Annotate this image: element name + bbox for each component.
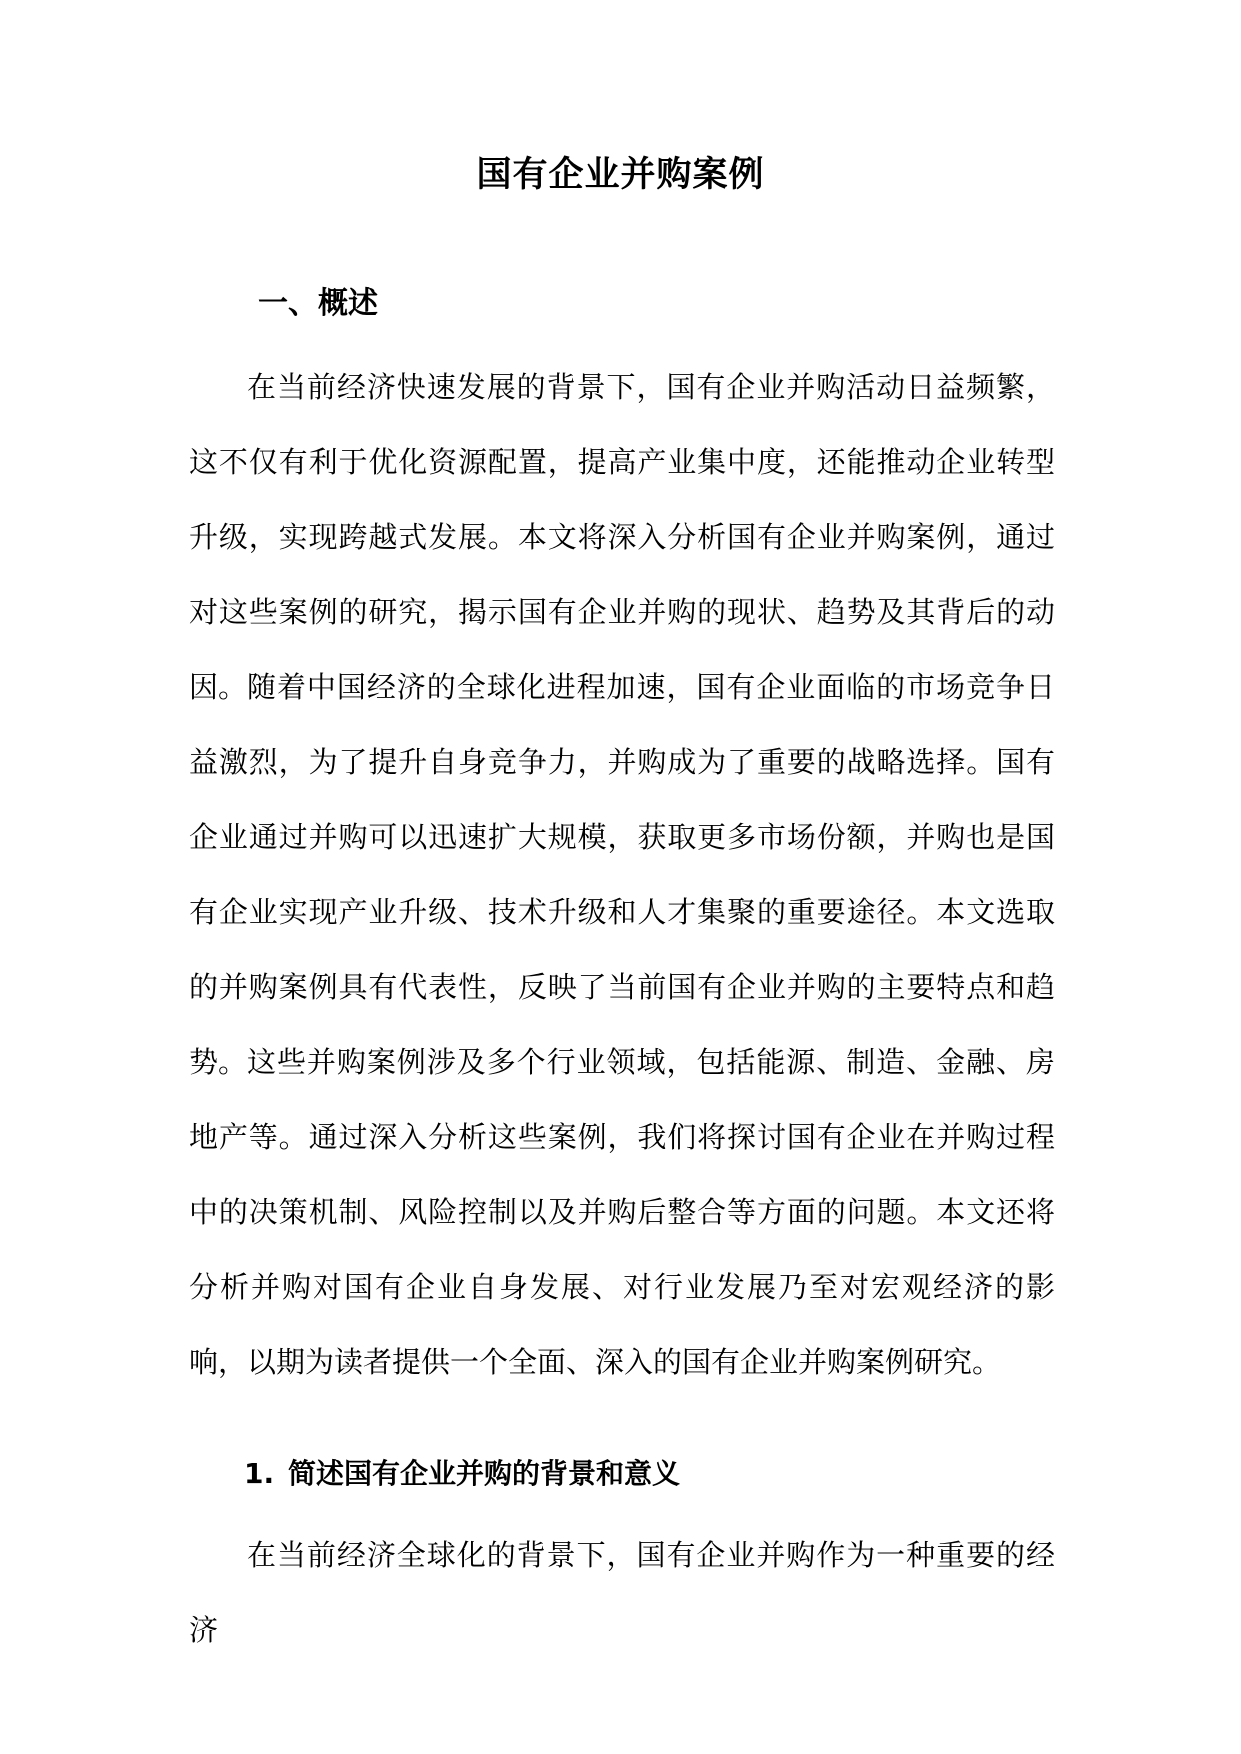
body-paragraph-3: 这些并购案例涉及多个行业领域，包括能源、制造、金融、房地产等。通过深入分析这些案例，我们将探讨国有企业在并购过程中的决策机制、风险控制以及并购后整合等方面的问题。本文还将分析并购对国有企业自身发展、对行业发展乃至对宏观经济的影响，以期为读者提供一个全面、深入的国有企业并购案例研究。 bbox=[189, 1045, 1055, 1379]
subsection-number: 1. bbox=[244, 1457, 275, 1490]
subsection-heading bbox=[244, 1452, 680, 1496]
subsection-title: 简述国有企业并购的背景和意义 bbox=[288, 1457, 681, 1490]
section-heading-overview: 一、概述 bbox=[258, 286, 378, 321]
document-title: 国有企业并购案例 bbox=[476, 155, 765, 195]
subsection-paragraph: 在当前经济全球化的背景下，国有企业并购作为一种重要的经济 bbox=[189, 1538, 1055, 1647]
body-paragraph-2: 随着中国经济的全球化进程加速，国有企业面临的市场竞争日益激烈，为了提升自身竞争力，并购成为了重要的战略选择。国有企业通过并购可以迅速扩大规模，获取更多市场份额，并购也是国有企业实现产业升级、技术升级和人才集聚的重要途径。本文选取的并购案例具有代表性，反映了当前国有企业并购的主要特点和趋势。 bbox=[189, 670, 1055, 1079]
body-paragraph-1: 在当前经济快速发展的背景下，国有企业并购活动日益频繁，这不仅有利于优化资源配置，提高产业集中度，还能推动企业转型升级，实现跨越式发展。本文将深入分析国有企业并购案例，通过对这些案例的研究，揭示国有企业并购的现状、趋势及其背后的动因。 bbox=[189, 370, 1055, 704]
